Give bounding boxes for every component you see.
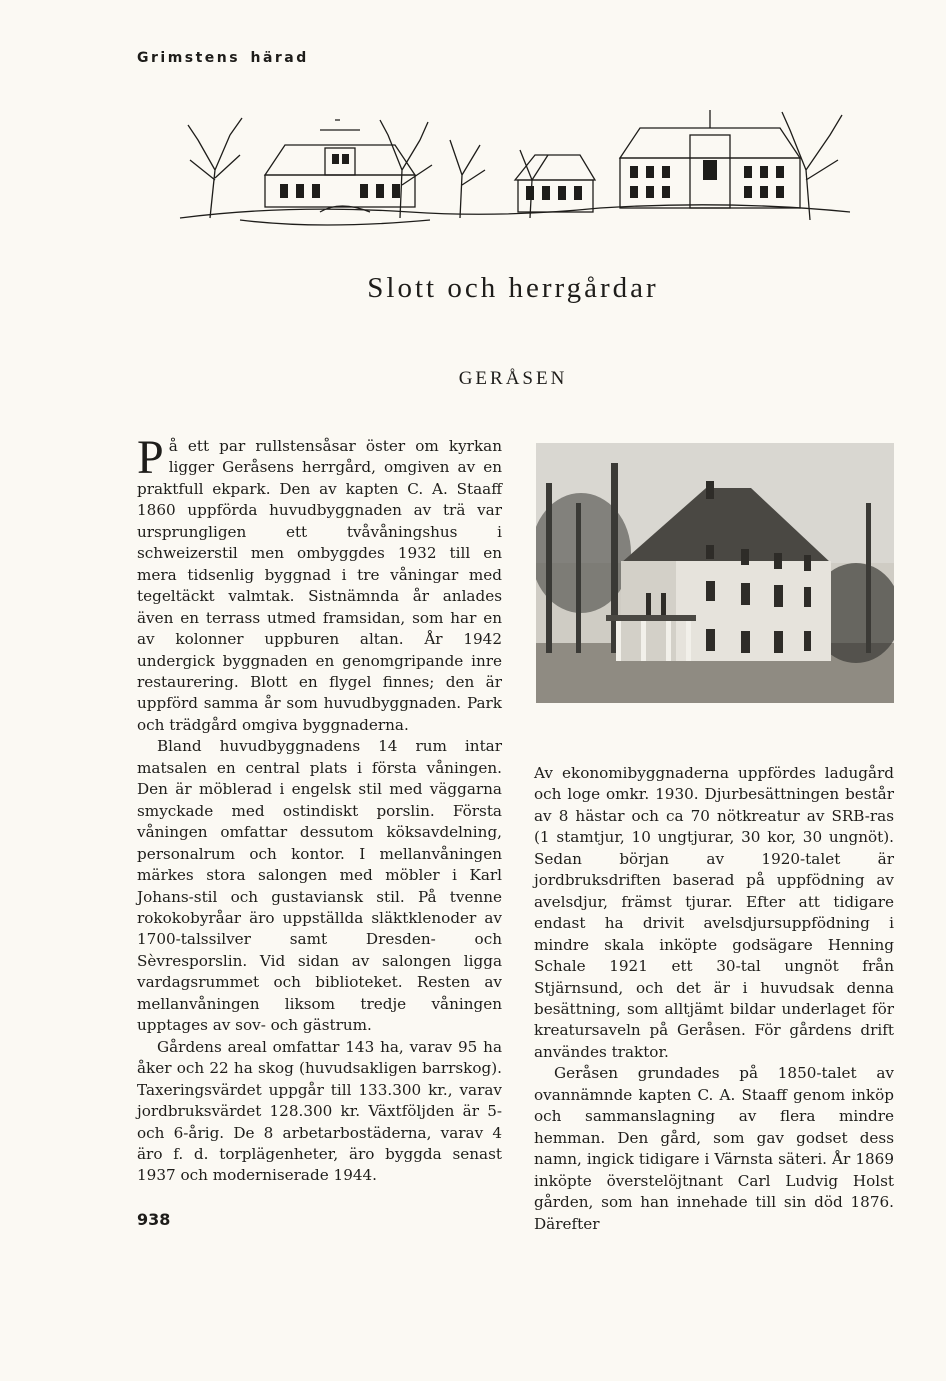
- paragraph: Gårdens areal omfattar 143 ha, varav 95 ha åker och 22 ha skog (huvudsakligen barrskog). Taxeringsvärdet uppgår till 133.300 kr., varav jordbruksvärdet 128.300 kr. Växtföljden är 5- och 6-årig. De 8 arbetarbostäderna, varav 4 äro f. d. torplägenheter, äro byggda senast 1937 och moderniserade 1944.: [137, 1037, 502, 1185]
- section-title: Slott och herrgårdar: [367, 272, 659, 304]
- paragraph: Geråsen grundades på 1850-talet av ovannämnde kapten C. A. Staaff genom inköp och sammanslagning av flera mindre hemman. Den gård, som gav godset dess namn, ingick tidigare i Värnsta säteri. År 1869 inköpte överstelöjtnant Carl Ludvig Holst gården, som han innehade till sin död 1876. Därefter: [534, 1064, 894, 1233]
- manor-photograph: [536, 443, 894, 703]
- manor-vignette-illustration: [170, 100, 860, 240]
- paragraph: [137, 431, 502, 736]
- paragraph: Bland huvudbyggnadens 14 rum intar matsalen en central plats i första våningen. Den är möblerad i engelsk stil med väggarna smyckade med ostindiskt porslin. Första våningen omfattar dessutom köksavdelning, personalrum och kontor. I mellanvåningen märkes stora salongen med möbler i Karl Johans-stil och gustaviansk stil. På tvenne rokokobyråar äro uppställda släktklenoder av 1700-talssilver samt Dresden- och Sèvresporslin. Vid sidan av salongen ligga vardagsrummet och biblioteket. Resten av mellanvåningen liksom tredje våningen upptages av sov- och gästrum.: [137, 737, 502, 1035]
- subsection-title: GERÅSEN: [458, 368, 568, 389]
- paragraph: Av ekonomibyggnaderna uppfördes ladugård och loge omkr. 1930. Djurbesättningen består av 8 hästar och ca 70 nötkreatur av SRB-ras (1 stamtjur, 10 ungtjurar, 30 kor, 30 ungnöt). Sedan början av 1920-talet är jordbruksdriften baserad på uppfödning av avelsdjur, främst tjurar. Efter att tidigare endast ha drivit avelsdjursuppfödning i mindre skala inköpte godsägare Henning Schale 1921 ett 30-tal ungnöt från Stjärnsund, och det är i huvudsak denna besättning, som alltjämt bildar underlaget för kreatursaveln på Geråsen. För gårdens drift användes traktor.: [534, 764, 894, 1061]
- paragraph-text: å ett par rullstensåsar öster om kyrkan ligger Geråsens herrgård, omgiven av en praktfull ekpark. Den av kapten C. A. Staaff 1860 uppförda huvudbyggnaden av trä var ursprungligen ett tvåvåningshus i schweizerstil men ombyggdes 1932 till en mera tidsenlig byggnad i tre våningar med tegeltäckt valmtak. Sistnämnda år anlades även en terrass utmed framsidan, som har en av kolonner uppburen altan. År 1942 undergick byggnaden en genomgripande inre restaurering. Blott en flygel finnes; den är uppförd samma år som huvudbyggnaden. Park och trädgård omgiva byggnaderna.: [137, 437, 502, 734]
- right-column: [534, 763, 894, 1235]
- running-head: Grimstens härad: [137, 50, 309, 66]
- left-column: [137, 431, 502, 1187]
- page-number: 938: [137, 1210, 171, 1229]
- drop-cap: P: [137, 431, 164, 484]
